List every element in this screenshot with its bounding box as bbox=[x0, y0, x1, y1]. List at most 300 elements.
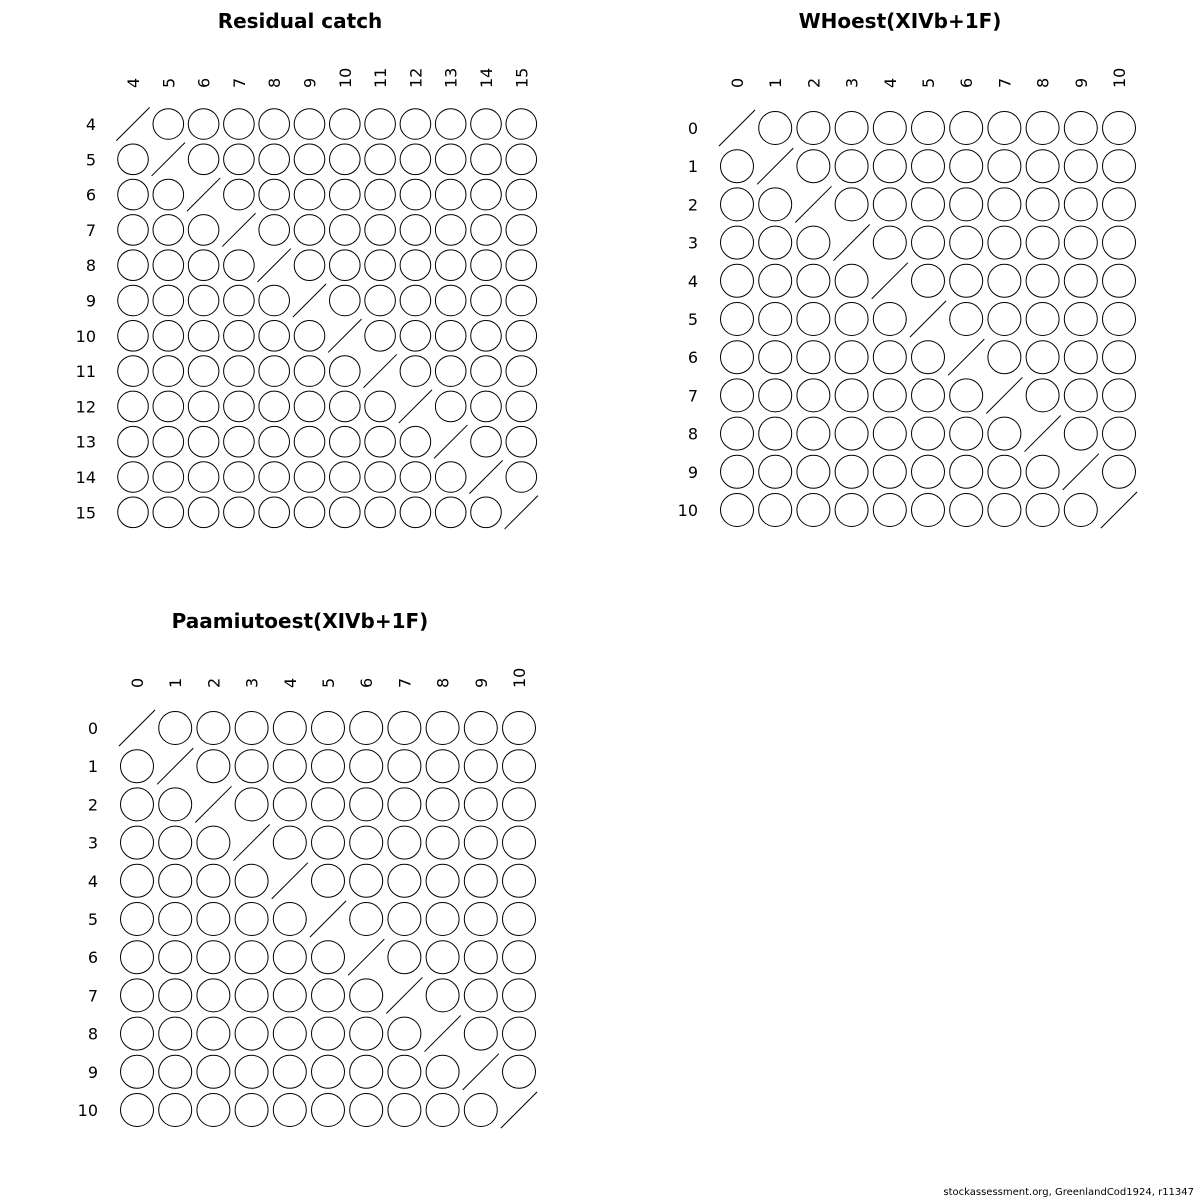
correlation-circle bbox=[365, 285, 396, 316]
col-tick-label: 3 bbox=[842, 77, 862, 88]
correlation-circle bbox=[950, 379, 983, 412]
correlation-circle bbox=[259, 497, 290, 528]
row-tick-label: 9 bbox=[687, 462, 698, 482]
correlation-circle bbox=[503, 1017, 536, 1050]
correlation-circle bbox=[294, 109, 325, 140]
correlation-circle bbox=[721, 150, 754, 183]
correlation-circle bbox=[159, 1055, 192, 1088]
correlation-circle bbox=[471, 497, 502, 528]
correlation-circle bbox=[797, 150, 830, 183]
correlation-circle bbox=[759, 417, 792, 450]
correlation-circle bbox=[273, 941, 306, 974]
correlation-circle bbox=[721, 303, 754, 336]
correlation-circle bbox=[294, 497, 325, 528]
correlation-circle bbox=[350, 903, 383, 936]
col-tick-label: 8 bbox=[433, 677, 453, 688]
correlation-circle bbox=[197, 903, 230, 936]
correlation-circle bbox=[388, 1094, 421, 1127]
col-tick-label: 10 bbox=[335, 67, 355, 88]
correlation-circle bbox=[330, 356, 361, 387]
correlation-circle bbox=[118, 391, 149, 422]
diagonal-mark bbox=[272, 863, 308, 899]
correlation-circle bbox=[294, 250, 325, 281]
correlation-circle bbox=[506, 144, 537, 175]
correlation-circle bbox=[797, 379, 830, 412]
correlation-circle bbox=[159, 712, 192, 745]
correlation-circle bbox=[400, 250, 431, 281]
correlation-circle bbox=[400, 144, 431, 175]
row-tick-label: 8 bbox=[87, 1024, 98, 1044]
correlation-circle bbox=[400, 356, 431, 387]
correlation-circle bbox=[1026, 226, 1059, 259]
correlation-circle bbox=[435, 250, 466, 281]
col-tick-label: 6 bbox=[194, 77, 214, 88]
row-tick-label: 13 bbox=[75, 432, 96, 452]
col-tick-label: 10 bbox=[1110, 67, 1129, 88]
correlation-circle bbox=[506, 250, 537, 281]
correlation-circle bbox=[912, 417, 945, 450]
correlation-circle bbox=[464, 1094, 497, 1127]
row-tick-label: 3 bbox=[87, 833, 98, 853]
correlation-circle bbox=[835, 379, 868, 412]
correlation-circle bbox=[873, 417, 906, 450]
correlation-circle bbox=[350, 1094, 383, 1127]
correlation-circle bbox=[350, 1017, 383, 1050]
row-tick-label: 10 bbox=[75, 326, 96, 346]
correlation-circle bbox=[912, 188, 945, 221]
correlation-circle bbox=[426, 712, 459, 745]
col-tick-label: 8 bbox=[1033, 77, 1053, 88]
correlation-circle bbox=[153, 109, 184, 140]
correlation-circle bbox=[121, 941, 154, 974]
diagonal-mark bbox=[293, 284, 326, 317]
correlation-circle bbox=[388, 1055, 421, 1088]
diagonal-mark bbox=[505, 496, 538, 529]
col-tick-label: 9 bbox=[471, 677, 491, 688]
diagonal-mark bbox=[116, 107, 149, 140]
col-tick-label: 7 bbox=[229, 77, 249, 88]
correlation-circle bbox=[435, 285, 466, 316]
row-tick-label: 4 bbox=[687, 271, 698, 291]
correlation-circle bbox=[121, 903, 154, 936]
correlation-circle bbox=[273, 903, 306, 936]
row-tick-label: 0 bbox=[87, 719, 98, 738]
correlation-circle bbox=[721, 379, 754, 412]
correlation-circle bbox=[365, 144, 396, 175]
col-tick-label: 7 bbox=[995, 77, 1015, 88]
correlation-circle bbox=[426, 864, 459, 897]
correlation-circle bbox=[835, 188, 868, 221]
correlation-circle bbox=[197, 864, 230, 897]
correlation-circle bbox=[312, 712, 345, 745]
correlation-circle bbox=[312, 750, 345, 783]
correlation-circle bbox=[759, 455, 792, 488]
correlation-circle bbox=[400, 462, 431, 493]
correlation-circle bbox=[1064, 150, 1097, 183]
correlation-circle bbox=[159, 979, 192, 1012]
correlation-circle bbox=[159, 903, 192, 936]
correlation-circle bbox=[197, 1055, 230, 1088]
correlation-circle bbox=[835, 112, 868, 145]
correlation-circle bbox=[121, 1017, 154, 1050]
col-tick-label: 8 bbox=[265, 77, 285, 88]
col-tick-label: 2 bbox=[204, 677, 224, 688]
correlation-circle bbox=[988, 494, 1021, 527]
col-tick-label: 11 bbox=[371, 67, 391, 88]
correlation-circle bbox=[950, 494, 983, 527]
col-tick-label: 12 bbox=[406, 67, 426, 88]
diagonal-mark bbox=[757, 148, 793, 184]
diagonal-mark bbox=[157, 748, 193, 784]
correlation-circle bbox=[435, 109, 466, 140]
correlation-circle bbox=[118, 179, 149, 210]
correlation-circle bbox=[400, 215, 431, 246]
correlation-circle bbox=[400, 285, 431, 316]
correlation-circle bbox=[224, 109, 255, 140]
correlation-circle bbox=[273, 826, 306, 859]
diagonal-mark bbox=[501, 1092, 537, 1128]
correlation-circle bbox=[435, 144, 466, 175]
correlation-circle bbox=[388, 788, 421, 821]
diagonal-mark bbox=[425, 1016, 461, 1052]
correlation-circle bbox=[1064, 303, 1097, 336]
correlation-circle bbox=[294, 356, 325, 387]
correlation-circle bbox=[435, 179, 466, 210]
correlation-circle bbox=[1103, 417, 1136, 450]
row-tick-label: 5 bbox=[85, 150, 96, 170]
panel-whoest bbox=[600, 0, 1200, 580]
row-tick-label: 10 bbox=[677, 501, 698, 520]
correlation-circle bbox=[312, 864, 345, 897]
correlation-circle bbox=[464, 979, 497, 1012]
correlation-circle bbox=[330, 391, 361, 422]
correlation-circle bbox=[435, 497, 466, 528]
correlation-circle bbox=[759, 341, 792, 374]
correlation-circle bbox=[118, 497, 149, 528]
correlation-circle bbox=[388, 826, 421, 859]
correlation-circle bbox=[464, 903, 497, 936]
correlation-circle bbox=[197, 1094, 230, 1127]
chart-title: Paamiutoest(XIVb+1F) bbox=[171, 609, 429, 633]
col-tick-label: 3 bbox=[242, 677, 262, 688]
correlation-circle bbox=[224, 462, 255, 493]
correlation-circle bbox=[1064, 226, 1097, 259]
correlation-circle bbox=[388, 941, 421, 974]
correlation-circle bbox=[1064, 264, 1097, 297]
correlation-circle bbox=[153, 321, 184, 352]
correlation-circle bbox=[365, 250, 396, 281]
correlation-circle bbox=[235, 750, 268, 783]
correlation-circle bbox=[721, 188, 754, 221]
correlation-circle bbox=[330, 285, 361, 316]
correlation-circle bbox=[235, 1017, 268, 1050]
correlation-circle bbox=[330, 215, 361, 246]
col-tick-label: 4 bbox=[280, 677, 300, 688]
correlation-circle bbox=[988, 455, 1021, 488]
correlation-circle bbox=[873, 455, 906, 488]
correlation-circle bbox=[224, 250, 255, 281]
chart-title: WHoest(XIVb+1F) bbox=[798, 9, 1002, 33]
diagonal-mark bbox=[434, 425, 467, 458]
correlation-circle bbox=[426, 1055, 459, 1088]
diagonal-mark bbox=[363, 354, 396, 387]
correlation-circle bbox=[259, 285, 290, 316]
correlation-circle bbox=[118, 250, 149, 281]
correlation-circle bbox=[506, 321, 537, 352]
correlation-circle bbox=[365, 497, 396, 528]
diagonal-mark bbox=[1063, 454, 1099, 490]
chart-title: Residual catch bbox=[217, 9, 383, 33]
diagonal-mark bbox=[910, 301, 946, 337]
correlation-circle bbox=[1026, 455, 1059, 488]
correlation-circle bbox=[273, 750, 306, 783]
correlation-circle bbox=[330, 462, 361, 493]
col-tick-label: 0 bbox=[128, 677, 147, 688]
row-tick-label: 8 bbox=[85, 256, 96, 276]
correlation-circle bbox=[273, 1094, 306, 1127]
row-tick-label: 6 bbox=[687, 348, 698, 368]
correlation-circle bbox=[835, 264, 868, 297]
correlation-circle bbox=[118, 285, 149, 316]
correlation-circle bbox=[721, 494, 754, 527]
correlation-circle bbox=[118, 426, 149, 457]
correlation-circle bbox=[365, 426, 396, 457]
correlation-circle bbox=[797, 303, 830, 336]
correlation-circle bbox=[388, 712, 421, 745]
correlation-circle bbox=[259, 356, 290, 387]
correlation-circle bbox=[950, 417, 983, 450]
correlation-circle bbox=[188, 462, 219, 493]
correlation-circle bbox=[235, 941, 268, 974]
correlation-circle bbox=[350, 750, 383, 783]
diagonal-mark bbox=[463, 1054, 499, 1090]
correlation-circle bbox=[950, 303, 983, 336]
diagonal-mark bbox=[195, 786, 231, 822]
panel-paamiutoest bbox=[0, 600, 600, 1180]
correlation-circle bbox=[435, 321, 466, 352]
diagonal-mark bbox=[834, 225, 870, 261]
diagonal-mark bbox=[310, 901, 346, 937]
correlation-circle bbox=[224, 144, 255, 175]
correlation-circle bbox=[464, 826, 497, 859]
correlation-circle bbox=[426, 903, 459, 936]
correlation-circle bbox=[426, 788, 459, 821]
row-tick-label: 6 bbox=[85, 185, 96, 205]
correlation-circle bbox=[294, 391, 325, 422]
correlation-circle bbox=[988, 417, 1021, 450]
correlation-circle bbox=[759, 303, 792, 336]
correlation-circle bbox=[312, 1017, 345, 1050]
correlation-circle bbox=[506, 179, 537, 210]
correlation-circle bbox=[503, 979, 536, 1012]
diagonal-mark bbox=[386, 977, 422, 1013]
correlation-circle bbox=[506, 215, 537, 246]
correlation-circle bbox=[912, 264, 945, 297]
correlation-circle bbox=[506, 356, 537, 387]
correlation-circle bbox=[235, 788, 268, 821]
row-tick-label: 5 bbox=[687, 310, 698, 329]
diagonal-mark bbox=[872, 263, 908, 299]
correlation-circle bbox=[835, 150, 868, 183]
correlation-circle bbox=[118, 144, 149, 175]
correlation-circle bbox=[294, 462, 325, 493]
correlation-circle bbox=[426, 1094, 459, 1127]
correlation-circle bbox=[506, 391, 537, 422]
correlation-circle bbox=[1103, 379, 1136, 412]
correlation-circle bbox=[388, 1017, 421, 1050]
correlation-circle bbox=[1064, 494, 1097, 527]
col-tick-label: 9 bbox=[1071, 77, 1091, 88]
correlation-circle bbox=[224, 285, 255, 316]
correlation-circle bbox=[121, 750, 154, 783]
correlation-circle bbox=[153, 179, 184, 210]
row-tick-label: 0 bbox=[687, 119, 698, 138]
correlation-circle bbox=[988, 188, 1021, 221]
correlation-circle bbox=[950, 264, 983, 297]
correlation-circle bbox=[435, 356, 466, 387]
correlation-circle bbox=[121, 1094, 154, 1127]
correlation-circle bbox=[365, 215, 396, 246]
correlation-circle bbox=[312, 788, 345, 821]
correlation-circle bbox=[426, 826, 459, 859]
row-tick-label: 7 bbox=[687, 386, 698, 406]
correlation-circle bbox=[435, 462, 466, 493]
correlation-circle bbox=[294, 144, 325, 175]
correlation-circle bbox=[506, 426, 537, 457]
correlation-circle bbox=[224, 426, 255, 457]
correlation-circle bbox=[503, 903, 536, 936]
correlation-circle bbox=[912, 150, 945, 183]
correlation-circle bbox=[188, 215, 219, 246]
diagonal-mark bbox=[348, 939, 384, 975]
correlation-circle bbox=[759, 226, 792, 259]
correlation-circle bbox=[235, 1094, 268, 1127]
diagonal-mark bbox=[469, 460, 502, 493]
correlation-circle bbox=[235, 1055, 268, 1088]
correlation-circle bbox=[259, 179, 290, 210]
correlation-circle bbox=[1026, 112, 1059, 145]
matrix-residual-catch bbox=[0, 0, 600, 580]
correlation-circle bbox=[988, 341, 1021, 374]
correlation-circle bbox=[188, 321, 219, 352]
correlation-circle bbox=[506, 462, 537, 493]
correlation-circle bbox=[797, 455, 830, 488]
correlation-circle bbox=[350, 1055, 383, 1088]
correlation-circle bbox=[1103, 455, 1136, 488]
matrix-paamiutoest bbox=[0, 600, 600, 1180]
correlation-circle bbox=[873, 303, 906, 336]
correlation-circle bbox=[835, 303, 868, 336]
footer-credit: stockassessment.org, GreenlandCod1924, r11347 bbox=[943, 1187, 1194, 1198]
correlation-circle bbox=[294, 179, 325, 210]
row-tick-label: 2 bbox=[687, 195, 698, 215]
correlation-circle bbox=[118, 356, 149, 387]
correlation-circle bbox=[153, 215, 184, 246]
correlation-circle bbox=[426, 750, 459, 783]
correlation-circle bbox=[988, 226, 1021, 259]
col-tick-label: 2 bbox=[804, 77, 824, 88]
correlation-circle bbox=[188, 426, 219, 457]
correlation-circle bbox=[721, 341, 754, 374]
correlation-circle bbox=[1103, 188, 1136, 221]
correlation-circle bbox=[759, 494, 792, 527]
correlation-circle bbox=[1064, 417, 1097, 450]
correlation-circle bbox=[197, 750, 230, 783]
row-tick-label: 9 bbox=[85, 291, 96, 311]
correlation-circle bbox=[912, 226, 945, 259]
correlation-circle bbox=[159, 1017, 192, 1050]
correlation-circle bbox=[350, 788, 383, 821]
correlation-circle bbox=[259, 462, 290, 493]
diagonal-mark bbox=[795, 186, 831, 222]
row-tick-label: 8 bbox=[687, 424, 698, 444]
correlation-circle bbox=[797, 264, 830, 297]
correlation-circle bbox=[873, 150, 906, 183]
correlation-circle bbox=[471, 426, 502, 457]
correlation-circle bbox=[153, 250, 184, 281]
col-tick-label: 4 bbox=[124, 77, 143, 88]
correlation-circle bbox=[400, 497, 431, 528]
correlation-circle bbox=[873, 494, 906, 527]
correlation-circle bbox=[912, 112, 945, 145]
correlation-circle bbox=[988, 112, 1021, 145]
correlation-circle bbox=[464, 864, 497, 897]
correlation-circle bbox=[153, 391, 184, 422]
correlation-circle bbox=[350, 864, 383, 897]
correlation-circle bbox=[503, 826, 536, 859]
correlation-circle bbox=[435, 215, 466, 246]
correlation-circle bbox=[1103, 150, 1136, 183]
correlation-circle bbox=[294, 215, 325, 246]
col-tick-label: 4 bbox=[880, 77, 900, 88]
row-tick-label: 4 bbox=[85, 115, 96, 134]
correlation-circle bbox=[1103, 303, 1136, 336]
correlation-circle bbox=[330, 250, 361, 281]
correlation-circle bbox=[912, 494, 945, 527]
correlation-circle bbox=[400, 109, 431, 140]
diagonal-mark bbox=[1101, 492, 1137, 528]
correlation-circle bbox=[188, 497, 219, 528]
correlation-circle bbox=[1103, 264, 1136, 297]
correlation-circle bbox=[873, 379, 906, 412]
correlation-circle bbox=[1026, 494, 1059, 527]
correlation-circle bbox=[159, 941, 192, 974]
correlation-circle bbox=[330, 109, 361, 140]
correlation-circle bbox=[797, 417, 830, 450]
row-tick-label: 14 bbox=[75, 468, 96, 487]
correlation-circle bbox=[721, 455, 754, 488]
correlation-circle bbox=[1026, 264, 1059, 297]
correlation-circle bbox=[188, 250, 219, 281]
row-tick-label: 9 bbox=[87, 1062, 98, 1082]
correlation-circle bbox=[873, 188, 906, 221]
correlation-circle bbox=[273, 1017, 306, 1050]
correlation-circle bbox=[159, 1094, 192, 1127]
correlation-circle bbox=[503, 864, 536, 897]
correlation-circle bbox=[503, 788, 536, 821]
col-tick-label: 0 bbox=[728, 77, 747, 88]
correlation-circle bbox=[400, 321, 431, 352]
correlation-circle bbox=[159, 788, 192, 821]
correlation-circle bbox=[330, 179, 361, 210]
correlation-circle bbox=[365, 109, 396, 140]
correlation-circle bbox=[388, 864, 421, 897]
correlation-circle bbox=[188, 356, 219, 387]
correlation-circle bbox=[1026, 341, 1059, 374]
row-tick-label: 15 bbox=[75, 503, 96, 523]
col-tick-label: 5 bbox=[319, 677, 338, 688]
correlation-circle bbox=[273, 1055, 306, 1088]
